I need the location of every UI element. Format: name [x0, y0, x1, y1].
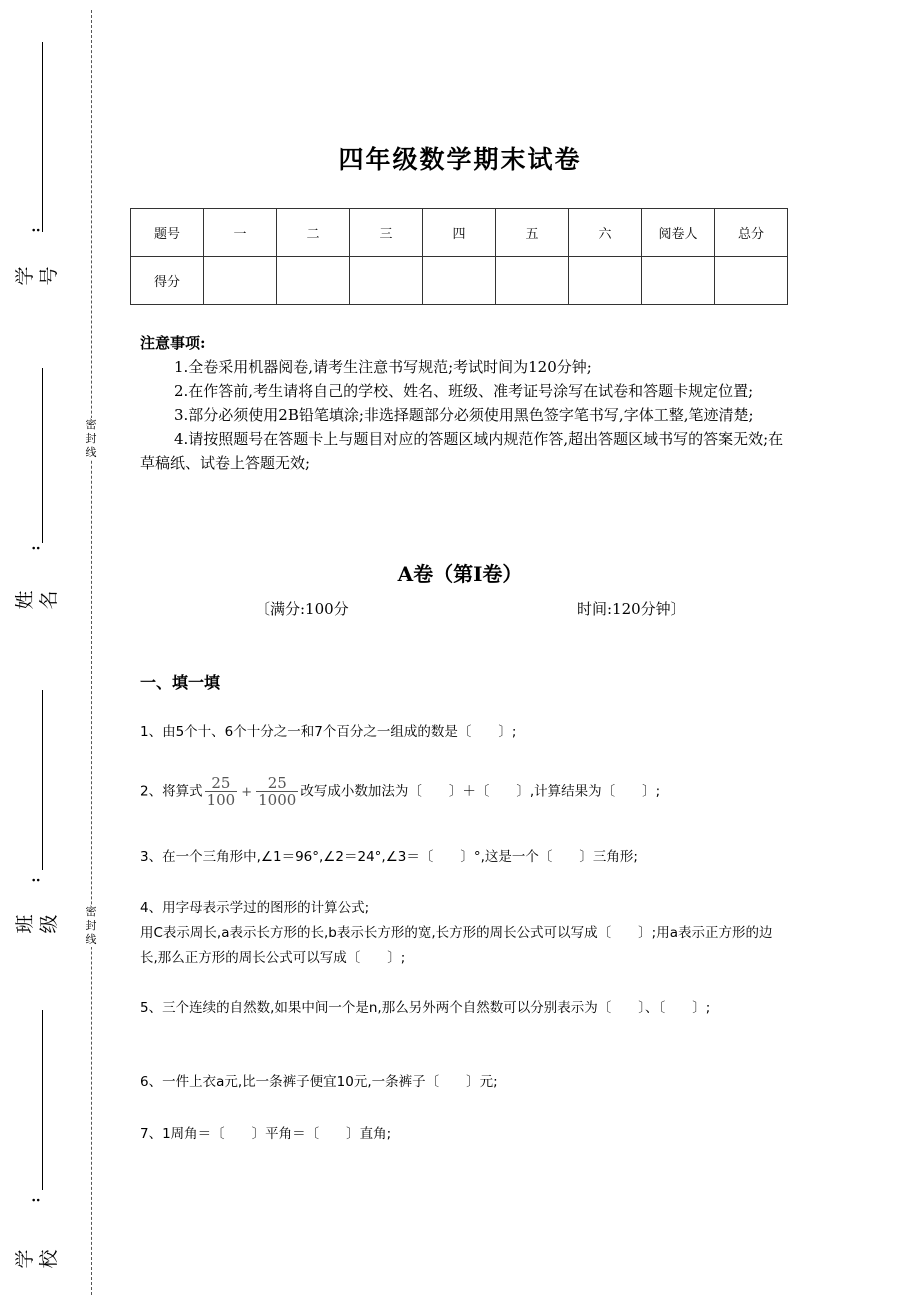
student-id-line	[42, 42, 43, 232]
note-item: 2.在作答前,考生请将自己的学校、姓名、班级、准考证号涂写在试卷和答题卡规定位置;	[174, 382, 754, 400]
class-label: 班级	[14, 914, 60, 934]
header-cell: 二	[277, 209, 350, 257]
question-4	[140, 896, 785, 971]
class-colon: :	[27, 877, 44, 883]
score-cell[interactable]	[569, 257, 642, 305]
score-cell[interactable]	[715, 257, 788, 305]
name-label: 姓名	[14, 590, 60, 610]
seal-dashed-line	[91, 10, 92, 1295]
score-cell[interactable]	[642, 257, 715, 305]
q4-line1: 4、用字母表示学过的图形的计算公式;	[140, 900, 370, 916]
q2-prefix: 2、将算式	[140, 783, 203, 800]
name-colon: :	[27, 545, 44, 551]
question-7: 7、1周角＝〔 〕平角＝〔 〕直角;	[140, 1126, 392, 1142]
header-cell: 六	[569, 209, 642, 257]
header-cell: 三	[350, 209, 423, 257]
q4-line2: 用C表示周长,a表示长方形的长,b表示长方形的宽,长方形的周长公式可以写成〔 〕;用a表示正方形的边长,那么正方形的周长公式可以写成〔 〕;	[140, 925, 773, 966]
student-id-label: 学号	[14, 266, 60, 286]
score-cell[interactable]	[496, 257, 569, 305]
header-cell: 题号	[131, 209, 204, 257]
full-score: 〔满分:100分	[255, 600, 349, 618]
score-table-header-row	[131, 209, 788, 257]
question-6: 6、一件上衣a元,比一条裤子便宜10元,一条裤子〔 〕元;	[140, 1074, 498, 1090]
seal-label-lower: 密 封 线	[85, 905, 97, 946]
question-1: 1、由5个十、6个十分之一和7个百分之一组成的数是〔 〕;	[140, 724, 517, 740]
question-5: 5、三个连续的自然数,如果中间一个是n,那么另外两个自然数可以分别表示为〔 〕、〔 〕;	[140, 1000, 711, 1016]
student-id-colon: :	[27, 227, 44, 233]
header-cell: 一	[204, 209, 277, 257]
exam-title: 四年级数学期末试卷	[338, 145, 582, 174]
header-cell: 总分	[715, 209, 788, 257]
score-table-score-row	[131, 257, 788, 305]
plus-sign: +	[241, 784, 253, 800]
fraction-25-1000: $\frac{25}{1000}$	[258, 774, 297, 809]
question-2	[140, 775, 785, 808]
binding-margin	[0, 0, 100, 1302]
class-line	[42, 690, 43, 870]
name-line	[42, 368, 43, 543]
school-colon: :	[27, 1197, 44, 1203]
note-item: 1.全卷采用机器阅卷,请考生注意书写规范;考试时间为120分钟;	[174, 358, 592, 376]
header-cell: 阅卷人	[642, 209, 715, 257]
score-cell[interactable]	[350, 257, 423, 305]
header-cell: 四	[423, 209, 496, 257]
note-item: 4.请按照题号在答题卡上与题目对应的答题区域内规范作答,超出答题区域书写的答案无效;在草稿纸、试卷上答题无效;	[140, 430, 784, 472]
school-label: 学校	[14, 1249, 60, 1269]
section-heading: 一、填一填	[140, 673, 221, 692]
score-row-label: 得分	[131, 257, 204, 305]
score-table	[130, 208, 788, 305]
score-cell[interactable]	[277, 257, 350, 305]
question-3: 3、在一个三角形中,∠1＝96°,∠2＝24°,∠3＝〔 〕°,这是一个〔 〕三角形;	[140, 849, 638, 865]
fraction-25-100: $\frac{25}{100}$	[206, 774, 236, 809]
paper-a-title: A卷（第I卷）	[397, 562, 523, 586]
header-cell: 五	[496, 209, 569, 257]
q2-suffix: 改写成小数加法为〔 〕＋〔 〕,计算结果为〔 〕;	[300, 783, 661, 800]
school-line	[42, 1010, 43, 1190]
note-item: 3.部分必须使用2B铅笔填涂;非选择题部分必须使用黑色签字笔书写,字体工整,笔迹清楚;	[174, 406, 754, 424]
seal-label-upper: 密 封 线	[85, 418, 97, 459]
notes-heading: 注意事项:	[140, 334, 206, 352]
score-cell[interactable]	[204, 257, 277, 305]
exam-notes	[140, 331, 785, 475]
exam-time: 时间:120分钟〕	[577, 600, 686, 618]
score-cell[interactable]	[423, 257, 496, 305]
